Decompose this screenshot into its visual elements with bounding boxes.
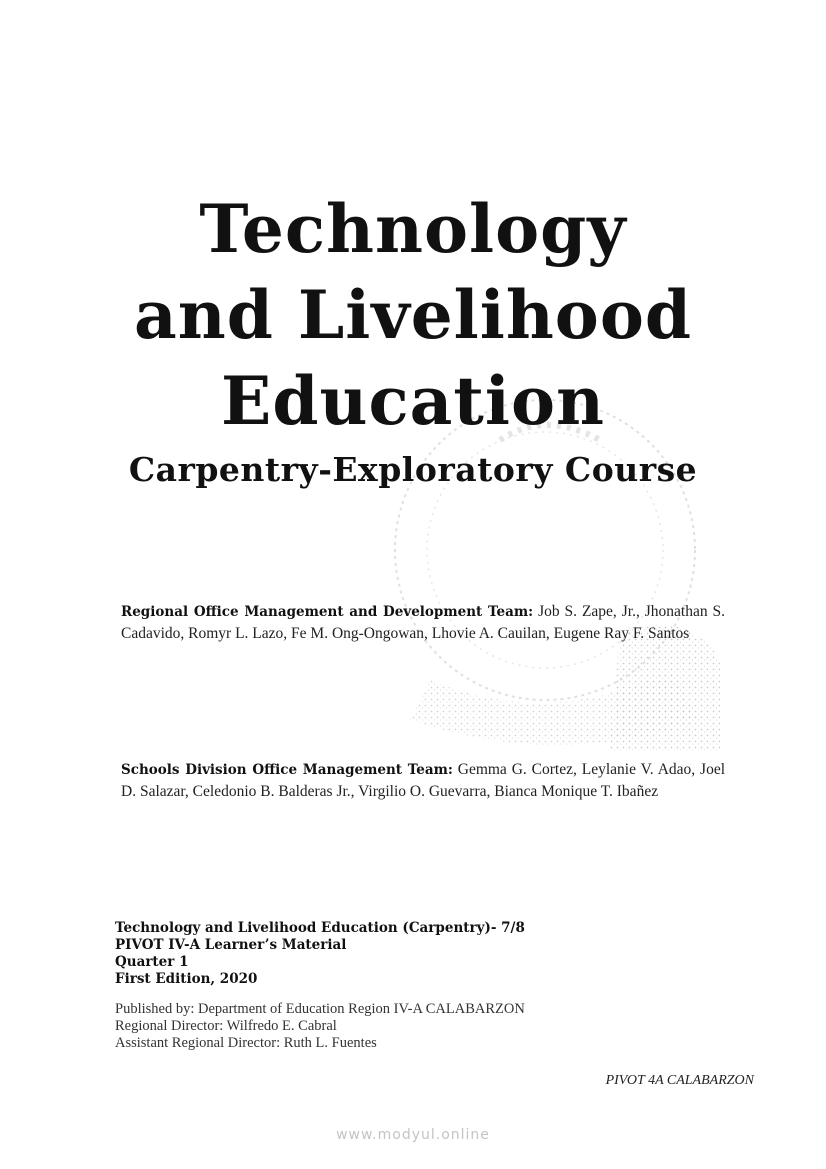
book-info-material: PIVOT IV-A Learner’s Material <box>115 937 347 953</box>
title-line-2: and Livelihood <box>133 276 693 354</box>
regional-team-label: Regional Office Management and Development Team: <box>121 604 534 620</box>
regional-team-members: Job S. Zape, Jr., Jhonathan S. Cadavido, Romyr L. Lazo, Fe M. Ong-Ongowan, Lhovie A. Cauilan, Eugene Ray F. Santos <box>121 603 726 642</box>
book-info-edition: First Edition, 2020 <box>115 971 258 987</box>
title-line-3: Education <box>221 362 605 440</box>
division-team-label: Schools Division Office Management Team: <box>121 762 453 778</box>
division-team <box>121 759 725 802</box>
regional-director: Regional Director: Wilfredo E. Cabral <box>115 1018 337 1034</box>
book-info-quarter: Quarter 1 <box>115 954 189 970</box>
subtitle: Carpentry-Exploratory Course <box>128 450 698 489</box>
assistant-director: Assistant Regional Director: Ruth L. Fuentes <box>115 1035 377 1051</box>
book-info-title: Technology and Livelihood Education (Carpentry)- 7/8 <box>115 920 525 936</box>
published-by: Published by: Department of Education Region IV-A CALABARZON <box>115 1001 525 1017</box>
title-line-1: Technology <box>199 190 627 268</box>
publication-info <box>115 1001 715 1052</box>
page-footer: PIVOT 4A CALABARZON <box>605 1073 754 1088</box>
division-team-members: Gemma G. Cortez, Leylanie V. Adao, Joel D. Salazar, Celedonio B. Balderas Jr., Virgilio O. Guevarra, Bianca Monique T. Ibañez <box>121 761 726 800</box>
watermark: www.modyul.online <box>336 1127 490 1143</box>
book-info <box>115 920 675 988</box>
regional-team <box>121 601 725 644</box>
